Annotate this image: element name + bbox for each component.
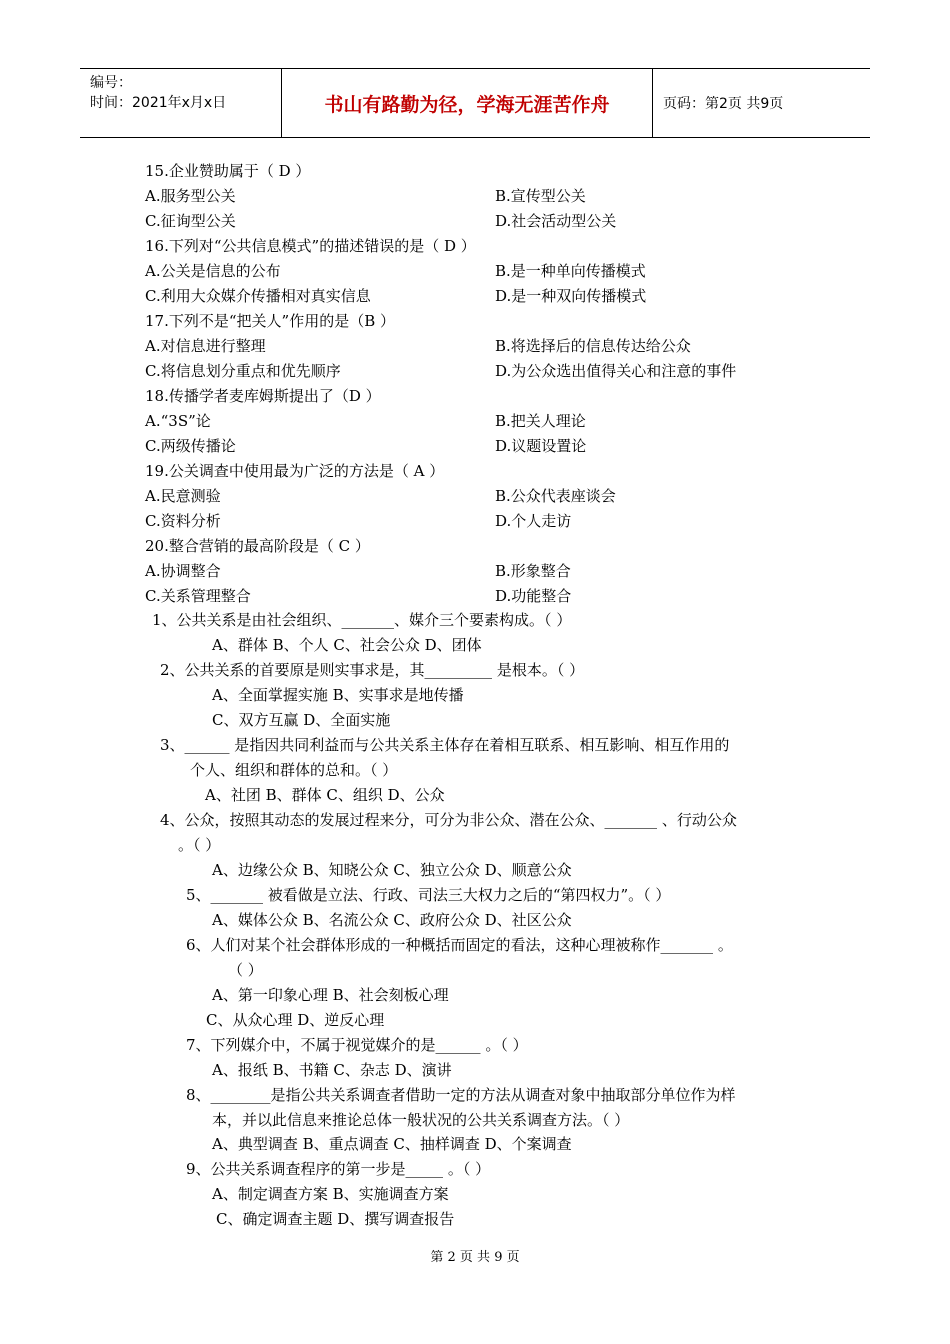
text-line: 9、公共关系调查程序的第一步是_____ 。（ ） bbox=[186, 1160, 491, 1178]
text-line: A.民意测验 bbox=[145, 487, 221, 505]
text-line: A.对信息进行整理 bbox=[145, 337, 266, 355]
text-line: D.功能整合 bbox=[495, 587, 572, 605]
text-line: （ ） bbox=[228, 961, 263, 979]
text-line: 16.下列对“公共信息模式”的描述错误的是（ D ） bbox=[145, 237, 476, 255]
text-line: 19.公关调查中使用最为广泛的方法是（ A ） bbox=[145, 462, 445, 480]
text-line: 18.传播学者麦库姆斯提出了（D ） bbox=[145, 387, 381, 405]
text-line: D.议题设置论 bbox=[495, 437, 587, 455]
text-line: 20.整合营销的最高阶段是（ C ） bbox=[145, 537, 370, 555]
text-line: 3、______ 是指因共同利益而与公共关系主体存在着相互联系、相互影响、相互作用的 bbox=[160, 736, 730, 754]
page-header bbox=[80, 68, 870, 138]
number-label: 编号： bbox=[90, 75, 132, 91]
text-line: A、群体 B、个人 C、社会公众 D、团体 bbox=[212, 636, 482, 654]
text-line: 15.企业赞助属于（ D ） bbox=[145, 162, 311, 180]
page-footer: 第 2 页 共 9 页 bbox=[430, 1250, 520, 1265]
text-line: 2、公共关系的首要原是则实事求是，其_________ 是根本。（ ） bbox=[160, 661, 585, 679]
text-line: A、典型调查 B、重点调查 C、抽样调查 D、个案调查 bbox=[212, 1135, 572, 1153]
text-line: 7、下列媒介中，不属于视觉媒介的是______ 。（ ） bbox=[186, 1036, 528, 1054]
text-line: A、制定调查方案 B、实施调查方案 bbox=[212, 1185, 449, 1203]
text-line: D.为公众选出值得关心和注意的事件 bbox=[495, 362, 737, 380]
text-line: 6、人们对某个社会群体形成的一种概括而固定的看法，这种心理被称作_______ 。 bbox=[186, 936, 733, 954]
text-line: 。（ ） bbox=[178, 836, 221, 854]
text-line: A、全面掌握实施 B、实事求是地传播 bbox=[212, 686, 464, 704]
text-line: A、边缘公众 B、知晓公众 C、独立公众 D、顺意公众 bbox=[212, 861, 572, 879]
text-line: C.关系管理整合 bbox=[145, 587, 251, 605]
text-line: B.宣传型公关 bbox=[495, 187, 586, 205]
text-line: B.公众代表座谈会 bbox=[495, 487, 616, 505]
text-line: 17.下列不是“把关人”作用的是（B ） bbox=[145, 312, 395, 330]
text-line: B.形象整合 bbox=[495, 562, 571, 580]
text-line: C、从众心理 D、逆反心理 bbox=[206, 1011, 385, 1029]
text-line: D.社会活动型公关 bbox=[495, 212, 617, 230]
text-line: A.服务型公关 bbox=[145, 187, 236, 205]
text-line: 8、________是指公共关系调查者借助一定的方法从调查对象中抽取部分单位作为样 bbox=[186, 1086, 736, 1104]
text-line: B.把关人理论 bbox=[495, 412, 586, 430]
text-line: A、第一印象心理 B、社会刻板心理 bbox=[212, 986, 449, 1004]
text-line: A.“3S”论 bbox=[145, 412, 211, 430]
text-line: C.两级传播论 bbox=[145, 437, 236, 455]
text-line: B.将选择后的信息传达给公众 bbox=[495, 337, 691, 355]
page-label: 页码：第2页 共9页 bbox=[663, 96, 784, 112]
text-line: 个人、组织和群体的总和。（ ） bbox=[190, 761, 398, 779]
text-line: A、社团 B、群体 C、组织 D、公众 bbox=[205, 786, 445, 804]
text-line: C.征询型公关 bbox=[145, 212, 236, 230]
time-label: 时间：2021年x月x日 bbox=[90, 95, 227, 111]
motto: 书山有路勤为径，学海无涯苦作舟 bbox=[282, 69, 653, 137]
text-line: A、媒体公众 B、名流公众 C、政府公众 D、社区公众 bbox=[212, 911, 572, 929]
text-line: A、报纸 B、书籍 C、杂志 D、演讲 bbox=[212, 1061, 452, 1079]
text-line: 5、_______ 被看做是立法、行政、司法三大权力之后的“第四权力”。（ ） bbox=[186, 886, 671, 904]
text-line: D.个人走访 bbox=[495, 512, 572, 530]
text-line: C.将信息划分重点和优先顺序 bbox=[145, 362, 341, 380]
text-line: D.是一种双向传播模式 bbox=[495, 287, 647, 305]
text-line: A.公关是信息的公布 bbox=[145, 262, 281, 280]
header-meta bbox=[80, 69, 282, 137]
text-line: B.是一种单向传播模式 bbox=[495, 262, 646, 280]
text-line: C.利用大众媒介传播相对真实信息 bbox=[145, 287, 371, 305]
text-line: 1、公共关系是由社会组织、_______、媒介三个要素构成。（ ） bbox=[152, 611, 572, 629]
text-line: C.资料分析 bbox=[145, 512, 221, 530]
text-line: C、确定调查主题 D、撰写调查报告 bbox=[216, 1210, 455, 1228]
text-line: 本，并以此信息来推论总体一般状况的公共关系调查方法。（ ） bbox=[212, 1111, 630, 1129]
text-line: C、双方互赢 D、全面实施 bbox=[212, 711, 391, 729]
text-line: 4、公众，按照其动态的发展过程来分，可分为非公众、潜在公众、_______ 、行动公众 bbox=[160, 811, 737, 829]
text-line: A.协调整合 bbox=[145, 562, 221, 580]
